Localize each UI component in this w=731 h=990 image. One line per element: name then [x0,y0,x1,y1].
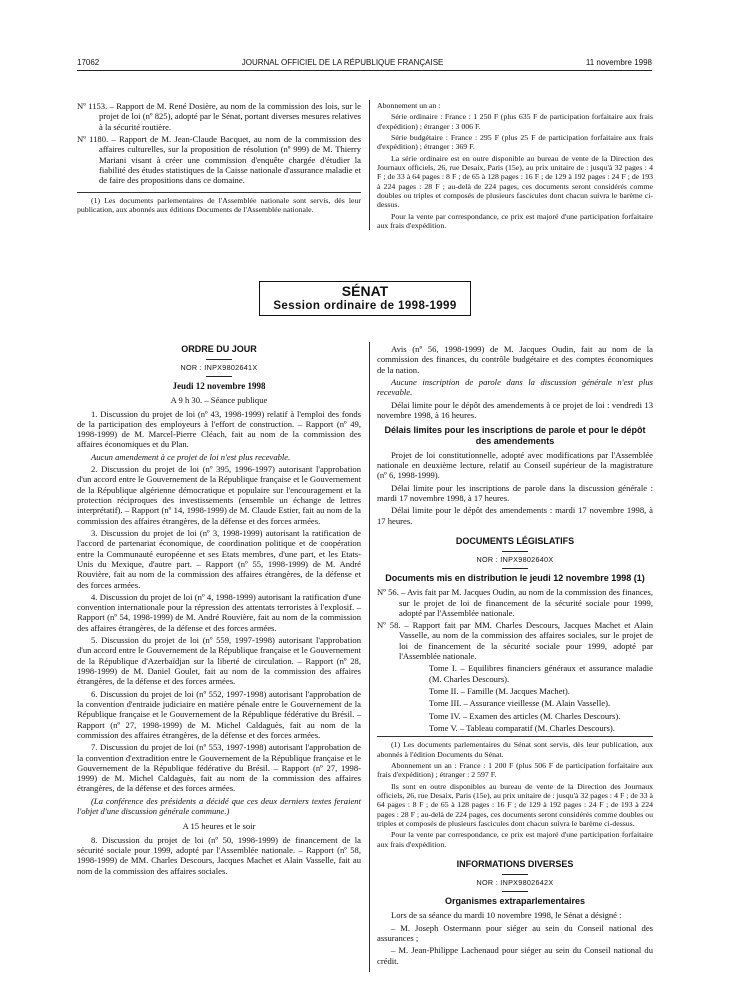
serie-ordinaire: Série ordinaire : France : 1 250 F (plus 635 F de participation forfaitaire aux frais d'expédition) ; étranger : 3 006 F. [377,112,653,131]
speaking-deadline: Délai limite pour les inscriptions de parole dans la discussion générale : mardi 17 novembre 1998, à 17 heures. [377,482,653,504]
issue-date: 11 novembre 1998 [585,58,652,67]
agenda-item-1-note: Aucun amendement à ce projet de loi n'est plus recevable. [91,451,291,462]
main-column-divider [369,342,370,972]
footnote-rule [377,736,653,737]
organisms-intro: Lors de sa séance du mardi 10 novembre 1998, le Sénat a désigné : [391,910,622,921]
heading-rule [206,359,232,360]
top-left-block [77,101,361,216]
footnote-an: (1) Les documents parlementaires de l'Assemblée nationale sont servis, dès leur publication, aux abonnés aux éditions Documents de l'Assemblée nationale. [77,195,361,214]
agenda-item-7: 7. Discussion du projet de loi (nº 553, 1997-1998) autorisant l'approbation de la convention d'extradition entre le Gouvernement de la République française et le Gouvernement de la République fédérative du Brésil. – Rapport (nº 27, 1998-1999) de M. Michel Caldaguès, fait au nom de la commission des affaires étrangères, de la défense et des forces armées. [77,742,361,794]
agenda-item-3: 3. Discussion du projet de loi (nº 3, 1998-1999) autorisant la ratification de l'accord de partenariat économique, de coordination politique et de coopération entre la Communauté européenne et ses Etats membres, d'une part, et les Etats-Unis du Mexique, d'autre part. – Rapport (nº 55, 1998-1999) de M. André Rouvière, fait au nom de la commission des affaires étrangères, de la défense et des forces armées. [77,527,361,590]
sales-info: La série ordinaire est en outre disponible au bureau de vente de la Direction des Journaux officiels, 26, rue Desaix, Paris (15e), au prix unitaire de : jusqu'à 32 pages : 4 F ; de 33 à 64 pages : 8 F ; de 65 à 128 pages : 16 F ; de 129 à 192 pages : 24 F ; de 193 à 224 pages : 28 F ; au-delà de 224 pages, ces documents seront considérés comme doubles ou triples et composés de plusieurs fascicules dont chacun suivra le barème ci-dessus. [377,153,653,210]
page-number: 17062 [77,58,100,67]
footnote-subscription: Abonnement un an : France : 1 200 F (plus 506 F de participation forfaitaire aux frais d'expédition) ; étranger : 2 597 F. [377,760,653,780]
journal-title: JOURNAL OFFICIEL DE LA RÉPUBLIQUE FRANÇAISE [241,58,444,67]
page-header [77,58,652,68]
agenda-item-2: 2. Discussion du projet de loi (nº 395, 1996-1997) autorisant l'approbation d'un accord entre le Gouvernement de la République française et le Gouvernement de la République algérienne démocratique et populaire sur l'encouragement et la protection réciproques des investissements (ensemble un échange de lettres interprétatif). – Rapport (nº 14, 1998-1999) de M. Claude Estier, fait au nom de la commission des affaires étrangères, de la défense et des forces armées. [77,464,361,526]
senat-banner [259,281,471,316]
nor-info: NOR : INPX9802642X [476,877,554,887]
constitutional-bill: Projet de loi constitutionnelle, adopté avec modifications par l'Assemblée nationale en deuxième lecture, relatif au Conseil supérieur de la magistrature (nº 6, 1998-1999). [377,449,653,481]
amendment-deadline: Délai limite pour le dépôt des amendements à ce projet de loi : vendredi 13 novembre 1998, à 16 heures. [377,399,653,420]
banner-title: SÉNAT [341,283,389,299]
amendment-deadline-2: Délai limite pour le dépôt des amendements : mardi 17 novembre 1998, à 17 heures. [377,505,653,526]
tome-1: Tome I. – Equilibres financiers généraux et assurance maladie (M. Charles Descours). [429,663,653,684]
tome-2: Tome II. – Famille (M. Jacques Machet). [429,686,570,697]
agenda-item-5: 5. Discussion du projet de loi (nº 559, 1997-1998) autorisant l'approbation d'un accord entre le Gouvernement de la République française et le Gouvernement de la République d'Azerbaïdjan sur la liberté de circulation. – Rapport (nº 28, 1998-1999) de M. Daniel Goulet, fait au nom de la commission des affaires étrangères, de la défense et des forces armées. [77,635,361,687]
deadlines-heading: Délais limites pour les inscriptions de parole et pour le dépôt des amendements [384,425,646,446]
organism-designation-1: – M. Joseph Ostermann pour siéger au sein du Conseil national des assurances ; [377,922,653,943]
tome-5: Tome V. – Tableau comparatif (M. Charles Descours). [429,722,615,733]
date-heading: Jeudi 12 novembre 1998 [172,381,266,392]
serie-budgetaire: Série budgétaire : France : 295 F (plus 25 F de participation forfaitaire aux frais d'expédition) ; étranger : 369 F. [377,133,653,152]
documents-subheading: Documents mis en distribution le jeudi 12 novembre 1998 (1) [385,573,645,584]
agenda-item-4: 4. Discussion du projet de loi (nº 4, 1998-1999) autorisant la ratification d'une convention internationale pour la répression des attentats terroristes à l'explosif. – Rapport (nº 54, 1998-1999) de M. André Rouvière, fait au nom de la commission des affaires étrangères, de la défense et des forces armées. [77,591,361,633]
agenda-item-6: 6. Discussion du projet de loi (nº 552, 1997-1998) autorisant l'approbation de la convention d'entraide judiciaire en matière pénale entre le Gouvernement de la République française et le Gouvernement de la République fédérative du Brésil. – Rapport (nº 27, 1998-1999) de M. Michel Caldaguès, fait au nom de la commission des affaires étrangères, de la défense et des forces armées. [77,688,361,740]
document-1180: Nº 1180. – Rapport de M. Jean-Claude Bacquet, au nom de la commission des affaires culturelles, sur la proposition de résolution (nº 999) de M. Thierry Mariani visant à créer une commission d'enquête chargée d'étudier la fiabilité des études statistiques de la Caisse nationale d'assurance maladie et de faire des propositions dans ce domaine. [77,133,361,186]
mail-order-info: Pour la vente par correspondance, ce prix est majoré d'une participation forfaitaire aux frais d'expédition. [377,211,653,231]
info-heading: INFORMATIONS DIVERSES [456,859,574,870]
document-1153: Nº 1153. – Rapport de M. René Dosière, au nom de la commission des lois, sur le projet de loi (nº 825), adopté par le Sénat, portant diverses mesures relatives à la sécurité routière. [77,101,361,132]
organisms-heading: Organismes extraparlementaires [444,896,586,907]
documents-heading: DOCUMENTS LÉGISLATIFS [455,535,575,546]
heading-rule [502,891,528,892]
header-rule [77,70,652,71]
organism-designation-2: – M. Jean-Philippe Lachenaud pour siéger au sein du Conseil national du crédit. [377,945,653,966]
agenda-item-7-note: (La conférence des présidents a décidé que ces deux derniers textes feraient l'objet d'une discussion générale commune.) [77,795,361,817]
footnote-senat: (1) Les documents parlementaires du Sénat sont servis, dès leur publication, aux abonnés à l'édition Documents du Sénat. [377,740,653,759]
heading-rule [502,568,528,569]
top-column-divider [369,100,370,230]
tome-3: Tome III. – Assurance vieillesse (M. Alain Vasselle). [429,698,611,709]
banner-subtitle: Session ordinaire de 1998-1999 [273,299,457,312]
morning-session: A 9 h 30. – Séance publique [170,395,268,406]
nor-documents: NOR : INPX9802640X [476,554,554,564]
footnote-mail-order: Pour la vente par correspondance, ce prix est majoré d'une participation forfaitaire aux frais d'expédition. [377,830,653,849]
nor-ordre: NOR : INPX9802641X [180,362,258,372]
heading-rule [502,874,528,875]
avis-56: Avis (nº 56, 1998-1999) de M. Jacques Oudin, fait au nom de la commission des finances, du contrôle budgétaire et des comptes économiques de la nation. [377,344,653,375]
afternoon-session: A 15 heures et le soir [182,821,256,832]
ordre-du-jour-heading: ORDRE DU JOUR [181,344,257,354]
footnote-sales: Ils sont en outre disponibles au bureau de vente de la Direction des Journaux officiels, 26, rue Desaix, Paris (15e), au prix unitaire de : jusqu'à 32 pages : 4 F ; de 33 à 64 pages : 8 F ; de 65 à 128 pages : 16 F ; de 129 à 192 pages : 24 F ; de 193 à 224 pages : 28 F ; au-delà de 224 pages, ces documents seront considérés comme doubles ou triples et composés de plusieurs fascicules dont chacun suivra le barème ci-dessus. [377,781,653,829]
agenda-item-8: 8. Discussion du projet de loi (nº 50, 1998-1999) de financement de la sécurité sociale pour 1999, adopté par l'Assemblée nationale. – Rapport (nº 58, 1998-1999) de MM. Charles Descours, Jacques Machet et Alain Vasselle, fait au nom de la commission des affaires sociales. [77,834,361,876]
right-column [377,344,653,968]
tome-4: Tome IV. – Examen des articles (M. Charles Descours). [429,710,621,721]
heading-rule [206,376,232,377]
heading-rule [502,551,528,552]
left-column [77,344,361,878]
document-56: Nº 56. – Avis fait par M. Jacques Oudin, au nom de la commission des finances, sur le projet de loi de financement de la sécurité sociale pour 1999, adopté par l'Assemblée nationale. [377,587,653,618]
subscription-label: Abonnement un an : [377,101,441,110]
agenda-item-1: 1. Discussion du projet de loi (nº 43, 1998-1999) relatif à l'emploi des fonds de la participation des employeurs à l'effort de construction. – Rapport (nº 49, 1998-1999) de M. Marcel-Pierre Cléach, fait au nom de la commission des affaires économiques et du Plan. [77,408,361,450]
document-58: Nº 58. – Rapport fait par MM. Charles Descours, Jacques Machet et Alain Vasselle, au nom de la commission des affaires sociales, sur le projet de loi de financement de la sécurité sociale pour 1999, adopté par l'Assemblée nationale. [377,620,653,662]
avis-note: Aucune inscription de parole dans la discussion générale n'est plus recevable. [377,376,653,398]
footnote-rule [77,192,361,193]
top-right-block [377,101,653,232]
